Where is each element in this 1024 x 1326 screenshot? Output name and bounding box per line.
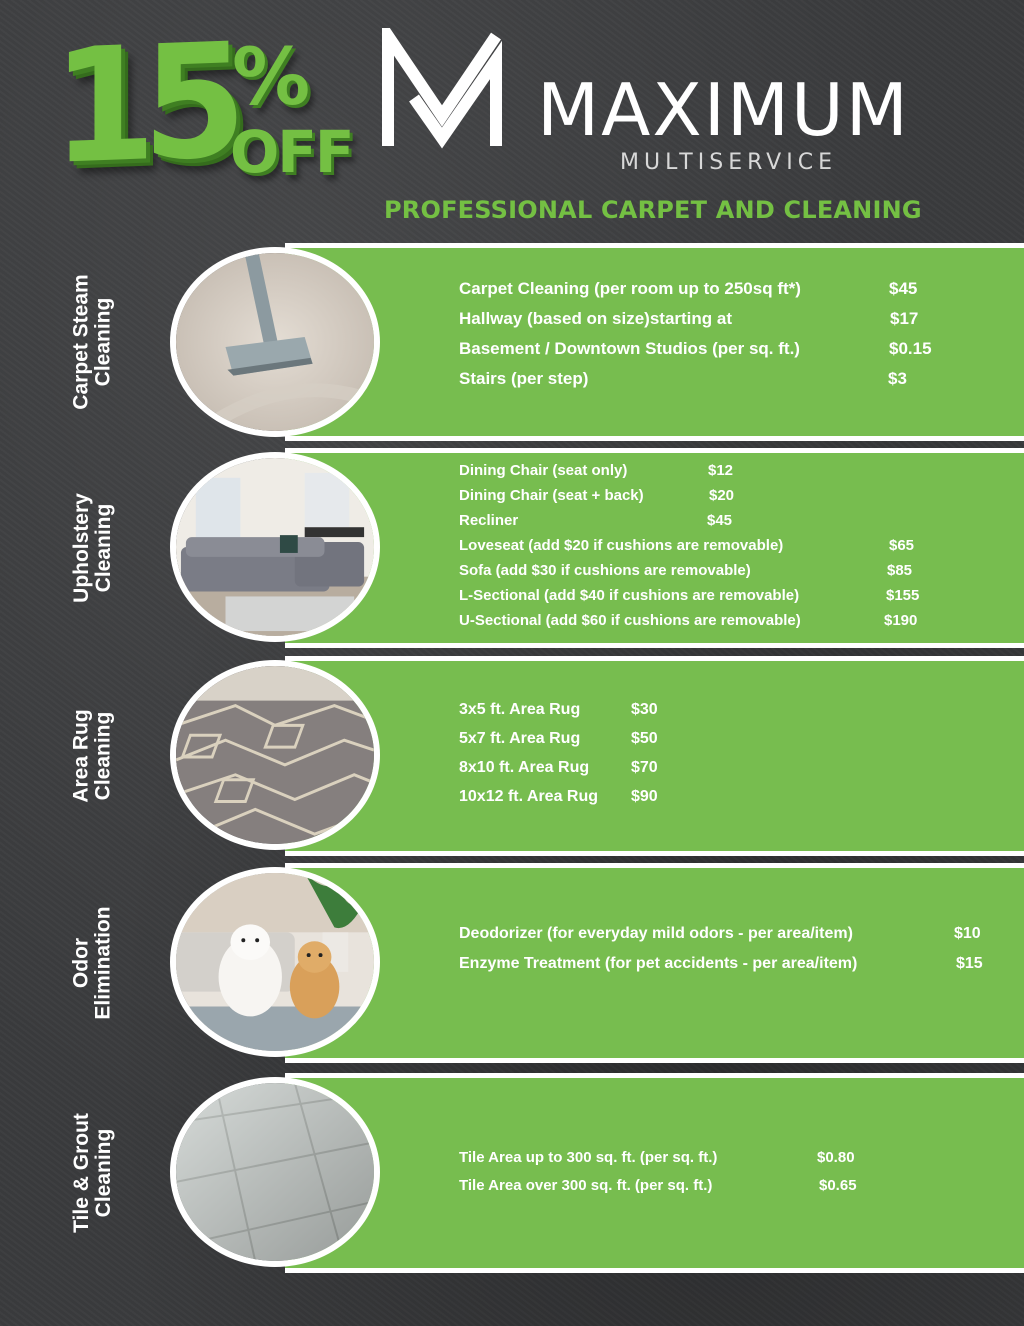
section-title-odor-elimination: Odor Elimination [70, 906, 115, 1020]
list-item: 3x5 ft. Area Rug $30 [459, 701, 658, 718]
section-odor-elimination [0, 863, 1024, 1063]
section-tile-grout [0, 1073, 1024, 1273]
section-carpet-steam [0, 243, 1024, 441]
item-price: $190 [884, 612, 918, 629]
brand-subtitle: MULTISERVICE [620, 150, 837, 175]
discount-number: 15 [52, 10, 233, 200]
discount-percent-sign: % [232, 33, 311, 123]
item-price: $3 [888, 369, 907, 388]
list-item: Sofa (add $30 if cushions are removable) $85 [459, 562, 913, 579]
item-price: $0.80 [817, 1149, 855, 1166]
section-area-rug [0, 656, 1024, 856]
brand-tagline: PROFESSIONAL CARPET AND CLEANING [384, 196, 922, 224]
item-price: $17 [890, 309, 919, 328]
list-item: Stairs (per step) $3 [459, 369, 907, 388]
list-item: L-Sectional (add $40 if cushions are removable) $155 [459, 587, 920, 604]
discount-badge [52, 10, 353, 200]
item-price: $50 [631, 730, 658, 747]
item-price: $65 [889, 537, 915, 554]
section-title-upholstery: Upholstery Cleaning [70, 493, 115, 603]
price-list [459, 462, 920, 637]
section-upholstery [0, 448, 1024, 648]
section-title-tile-grout: Tile & Grout Cleaning [70, 1113, 116, 1233]
list-item: Recliner $45 [459, 512, 733, 529]
item-price: $155 [886, 587, 920, 604]
list-item: Dining Chair (seat only) $12 [459, 462, 734, 479]
list-item: 8x10 ft. Area Rug $70 [459, 759, 658, 776]
list-item: 5x7 ft. Area Rug $50 [459, 730, 658, 747]
carpet-wand-photo-icon [170, 247, 380, 437]
list-item: Hallway (based on size)starting at $17 [459, 309, 919, 328]
section-title-area-rug: Area Rug Cleaning [69, 709, 115, 803]
list-item: Dining Chair (seat + back) $20 [459, 487, 735, 504]
section-title-carpet-steam: Carpet Steam Cleaning [70, 274, 116, 410]
item-price: $0.65 [819, 1177, 857, 1194]
list-item: Tile Area up to 300 sq. ft. (per sq. ft.) $0.80 [459, 1149, 855, 1166]
list-item: Carpet Cleaning (per room up to 250sq ft*) $45 [459, 279, 918, 298]
tile-floor-photo-icon [170, 1077, 380, 1267]
item-price: $45 [889, 279, 918, 298]
sofa-living-room-photo-icon [170, 452, 380, 642]
list-item: U-Sectional (add $60 if cushions are removable) $190 [459, 612, 918, 629]
discount-off-label: OFF [230, 118, 353, 186]
item-price: $70 [631, 759, 658, 776]
maximum-logo-icon [382, 28, 502, 152]
item-price: $20 [709, 487, 735, 504]
price-list [459, 701, 658, 817]
list-item: 10x12 ft. Area Rug $90 [459, 788, 658, 805]
dogs-photo-icon [170, 867, 380, 1057]
price-list [459, 279, 932, 399]
section-band [285, 656, 1024, 856]
list-item: Tile Area over 300 sq. ft. (per sq. ft.) $0.65 [459, 1177, 857, 1194]
price-list [459, 925, 983, 985]
item-price: $85 [887, 562, 913, 579]
item-price: $10 [954, 925, 981, 942]
list-item: Deodorizer (for everyday mild odors - per area/item) $10 [459, 925, 981, 942]
item-price: $0.15 [889, 339, 932, 358]
area-rug-photo-icon [170, 660, 380, 850]
list-item: Basement / Downtown Studios (per sq. ft.) $0.15 [459, 339, 932, 358]
list-item: Enzyme Treatment (for pet accidents - per area/item) $15 [459, 955, 983, 972]
brand-name: MAXIMUM [537, 68, 910, 152]
item-price: $30 [631, 701, 658, 718]
item-price: $90 [631, 788, 658, 805]
list-item: Loveseat (add $20 if cushions are removable) $65 [459, 537, 915, 554]
item-price: $12 [708, 462, 734, 479]
price-list [459, 1149, 857, 1205]
item-price: $15 [956, 955, 983, 972]
item-price: $45 [707, 512, 733, 529]
